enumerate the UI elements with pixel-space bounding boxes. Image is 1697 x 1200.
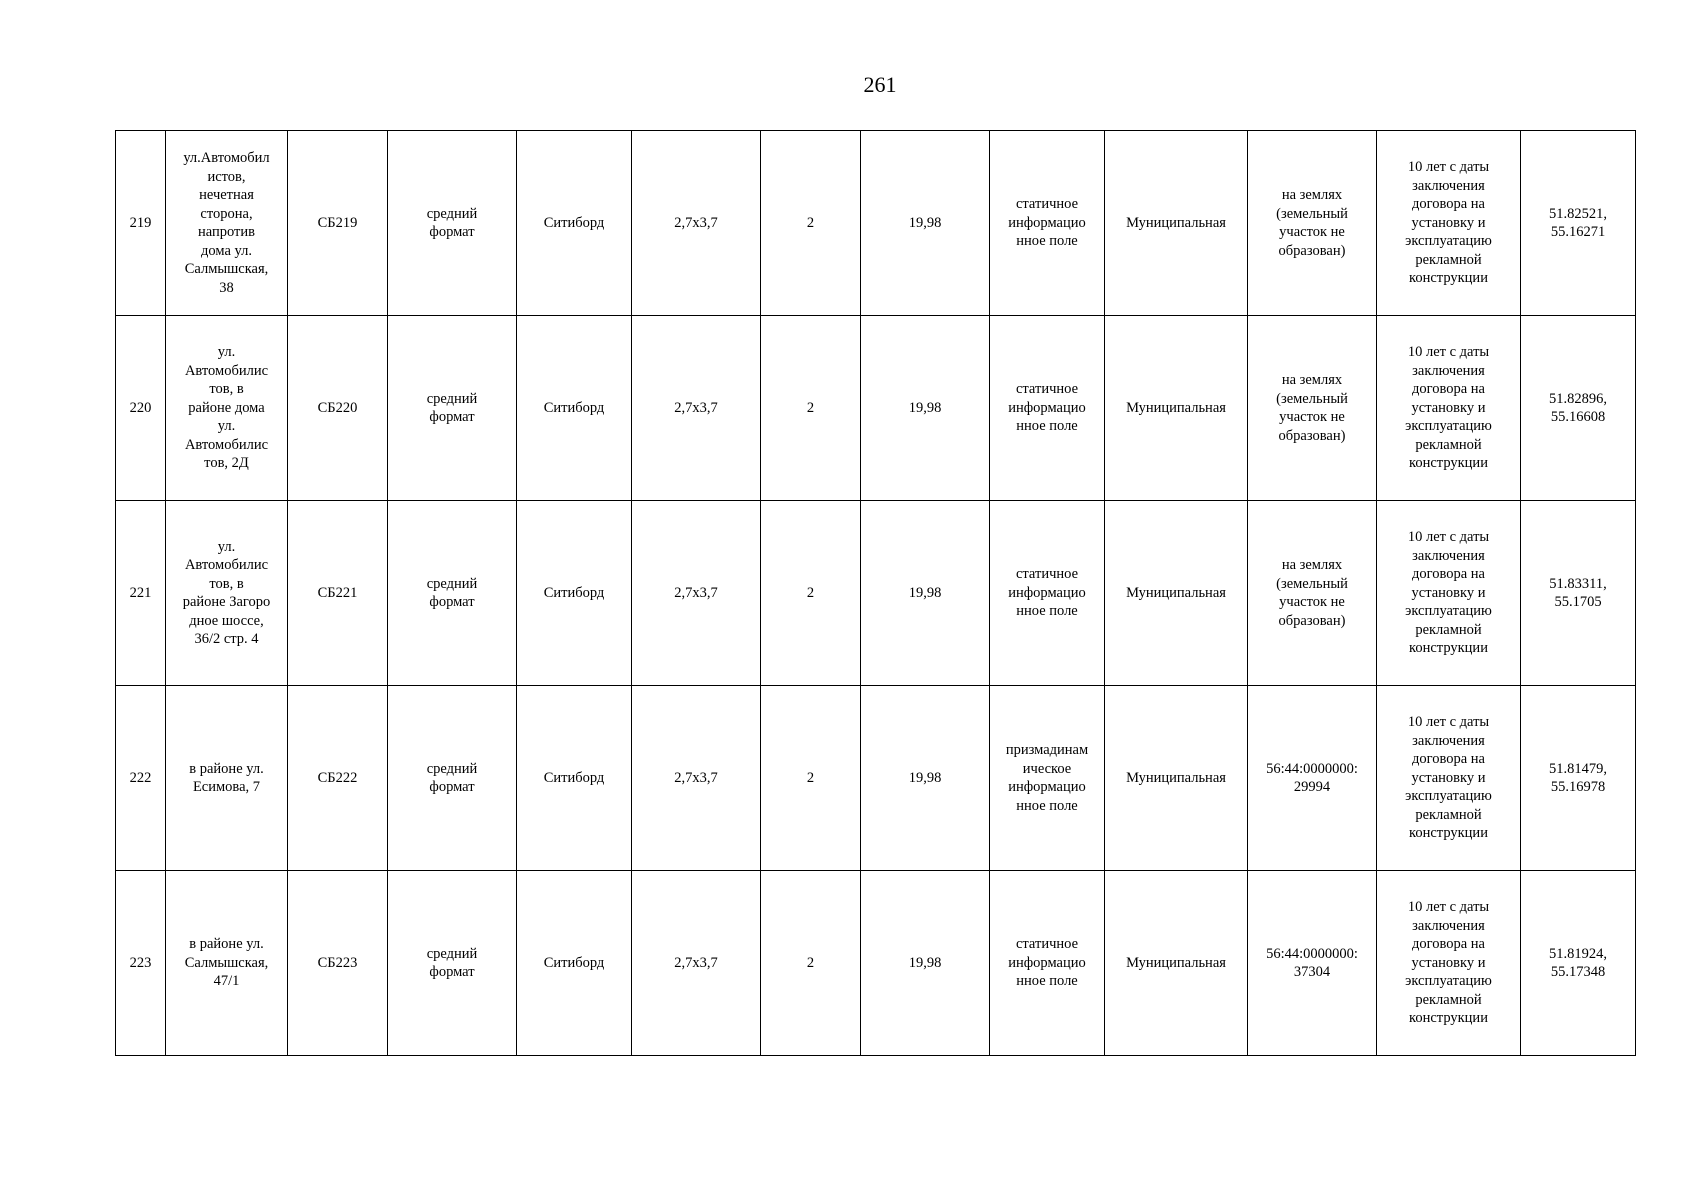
cell-area: 19,98 (861, 316, 990, 501)
cell-ownership: Муниципальная (1105, 316, 1248, 501)
advertising-structures-table (115, 130, 1636, 1056)
cell-coordinates: 51.83311, 55.1705 (1521, 501, 1636, 686)
cell-ownership: Муниципальная (1105, 501, 1248, 686)
table-row (116, 686, 1636, 871)
cell-coordinates: 51.82521, 55.16271 (1521, 131, 1636, 316)
cell-land: на землях (земельный участок не образован) (1248, 131, 1377, 316)
cell-format: средний формат (388, 686, 517, 871)
cell-number: 220 (116, 316, 166, 501)
cell-address: в районе ул. Салмышская, 47/1 (166, 871, 288, 1056)
cell-type: Ситиборд (517, 316, 632, 501)
cell-sides: 2 (761, 871, 861, 1056)
cell-type: Ситиборд (517, 686, 632, 871)
cell-area: 19,98 (861, 501, 990, 686)
cell-info-field: статичное информацио нное поле (990, 316, 1105, 501)
table-row (116, 501, 1636, 686)
cell-land: 56:44:0000000: 37304 (1248, 871, 1377, 1056)
cell-format: средний формат (388, 316, 517, 501)
cell-info-field: статичное информацио нное поле (990, 871, 1105, 1056)
table-row (116, 131, 1636, 316)
cell-info-field: призмадинам ическое информацио нное поле (990, 686, 1105, 871)
cell-type: Ситиборд (517, 871, 632, 1056)
cell-number: 222 (116, 686, 166, 871)
cell-term: 10 лет с даты заключения договора на установку и эксплуатацию рекламной конструкции (1377, 131, 1521, 316)
cell-code: СБ222 (288, 686, 388, 871)
cell-size: 2,7х3,7 (632, 686, 761, 871)
cell-term: 10 лет с даты заключения договора на установку и эксплуатацию рекламной конструкции (1377, 686, 1521, 871)
cell-code: СБ220 (288, 316, 388, 501)
cell-sides: 2 (761, 501, 861, 686)
cell-coordinates: 51.81479, 55.16978 (1521, 686, 1636, 871)
cell-coordinates: 51.82896, 55.16608 (1521, 316, 1636, 501)
cell-ownership: Муниципальная (1105, 131, 1248, 316)
cell-size: 2,7х3,7 (632, 316, 761, 501)
table-row (116, 871, 1636, 1056)
cell-type: Ситиборд (517, 501, 632, 686)
cell-format: средний формат (388, 131, 517, 316)
cell-land: на землях (земельный участок не образован) (1248, 316, 1377, 501)
cell-type: Ситиборд (517, 131, 632, 316)
cell-area: 19,98 (861, 686, 990, 871)
cell-format: средний формат (388, 501, 517, 686)
table-row (116, 316, 1636, 501)
cell-address: в районе ул. Есимова, 7 (166, 686, 288, 871)
cell-info-field: статичное информацио нное поле (990, 501, 1105, 686)
cell-sides: 2 (761, 686, 861, 871)
cell-address: ул.Автомобил истов, нечетная сторона, напротив дома ул. Салмышская, 38 (166, 131, 288, 316)
cell-code: СБ223 (288, 871, 388, 1056)
cell-size: 2,7х3,7 (632, 871, 761, 1056)
cell-land: 56:44:0000000: 29994 (1248, 686, 1377, 871)
cell-sides: 2 (761, 316, 861, 501)
cell-address: ул. Автомобилис тов, в районе дома ул. Автомобилис тов, 2Д (166, 316, 288, 501)
cell-ownership: Муниципальная (1105, 686, 1248, 871)
cell-sides: 2 (761, 131, 861, 316)
cell-coordinates: 51.81924, 55.17348 (1521, 871, 1636, 1056)
cell-code: СБ221 (288, 501, 388, 686)
cell-term: 10 лет с даты заключения договора на установку и эксплуатацию рекламной конструкции (1377, 316, 1521, 501)
cell-area: 19,98 (861, 871, 990, 1056)
cell-term: 10 лет с даты заключения договора на установку и эксплуатацию рекламной конструкции (1377, 501, 1521, 686)
cell-land: на землях (земельный участок не образован) (1248, 501, 1377, 686)
cell-size: 2,7х3,7 (632, 501, 761, 686)
page-number: 261 (863, 72, 897, 97)
cell-area: 19,98 (861, 131, 990, 316)
cell-ownership: Муниципальная (1105, 871, 1248, 1056)
cell-format: средний формат (388, 871, 517, 1056)
cell-number: 219 (116, 131, 166, 316)
cell-number: 223 (116, 871, 166, 1056)
cell-code: СБ219 (288, 131, 388, 316)
cell-address: ул. Автомобилис тов, в районе Загоро дное шоссе, 36/2 стр. 4 (166, 501, 288, 686)
cell-term: 10 лет с даты заключения договора на установку и эксплуатацию рекламной конструкции (1377, 871, 1521, 1056)
cell-size: 2,7х3,7 (632, 131, 761, 316)
cell-info-field: статичное информацио нное поле (990, 131, 1105, 316)
cell-number: 221 (116, 501, 166, 686)
